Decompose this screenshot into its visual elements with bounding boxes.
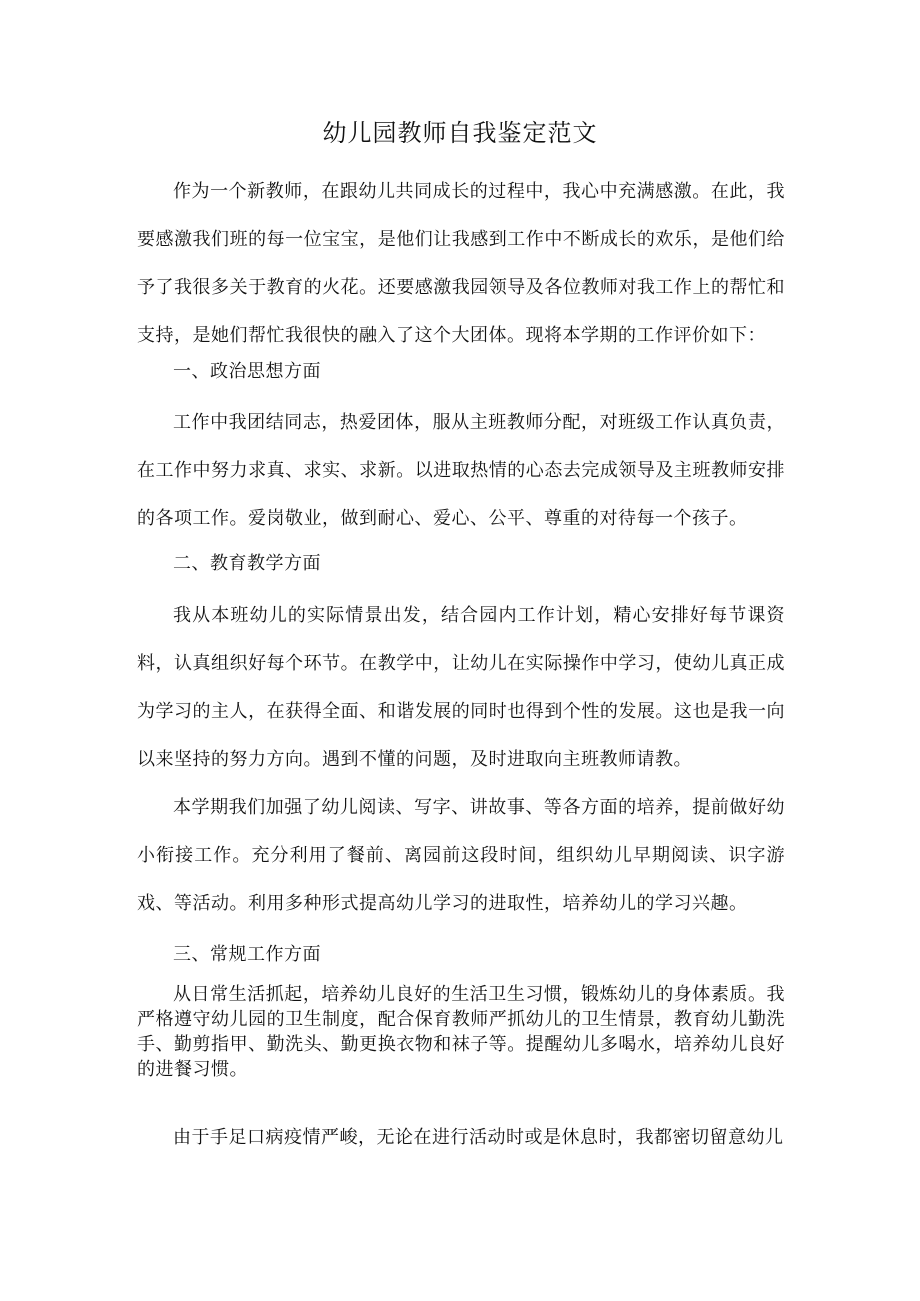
section-teaching-paragraph-1: 我从本班幼儿的实际情景出发，结合园内工作计划，精心安排好每节课资料，认真组织好每个环节。在教学中，让幼儿在实际操作中学习，使幼儿真正成为学习的主人，在获得全面、和谐发展的同时也得到个性的发展。这也是我一向以来坚持的努力方向。遇到不懂的问题，及时进取向主班教师请教。 (137, 605, 785, 770)
section-routine-paragraph-2: 由于手足口病疫情严峻，无论在进行活动时或是休息时，我都密切留意幼儿 (173, 1127, 784, 1148)
section-heading-routine: 三、常规工作方面 (173, 944, 321, 965)
section-routine-paragraph-1: 从日常生活抓起，培养幼儿良好的生活卫生习惯，锻炼幼儿的身体素质。我严格遵守幼儿园的卫生制度，配合保育教师严抓幼儿的卫生情景，教育幼儿勤洗手、勤剪指甲、勤洗头、勤更换衣物和袜子等。提醒幼儿多喝水，培养幼儿良好的进餐习惯。 (137, 984, 785, 1080)
document-title: 幼儿园教师自我鉴定范文 (322, 119, 598, 147)
section-heading-politics: 一、政治思想方面 (173, 361, 321, 382)
section-politics-paragraph: 工作中我团结同志，热爱团体，服从主班教师分配，对班级工作认真负责，在工作中努力求真、求实、求新。以进取热情的心态去完成领导及主班教师安排的各项工作。爱岗敬业，做到耐心、爱心、公平、尊重的对待每一个孩子。 (137, 412, 785, 529)
intro-paragraph: 作为一个新教师，在跟幼儿共同成长的过程中，我心中充满感激。在此，我要感激我们班的每一位宝宝，是他们让我感到工作中不断成长的欢乐，是他们给予了我很多关于教育的火花。还要感激我园领导及各位教师对我工作上的帮忙和支持，是她们帮忙我很快的融入了这个大团体。现将本学期的工作评价如下： (137, 181, 785, 346)
section-teaching-paragraph-2: 本学期我们加强了幼儿阅读、写字、讲故事、等各方面的培养，提前做好幼小衔接工作。充分利用了餐前、离园前这段时间，组织幼儿早期阅读、识字游戏、等活动。利用多种形式提高幼儿学习的进取性，培养幼儿的学习兴趣。 (137, 797, 785, 914)
section-heading-teaching: 二、教育教学方面 (173, 553, 321, 574)
